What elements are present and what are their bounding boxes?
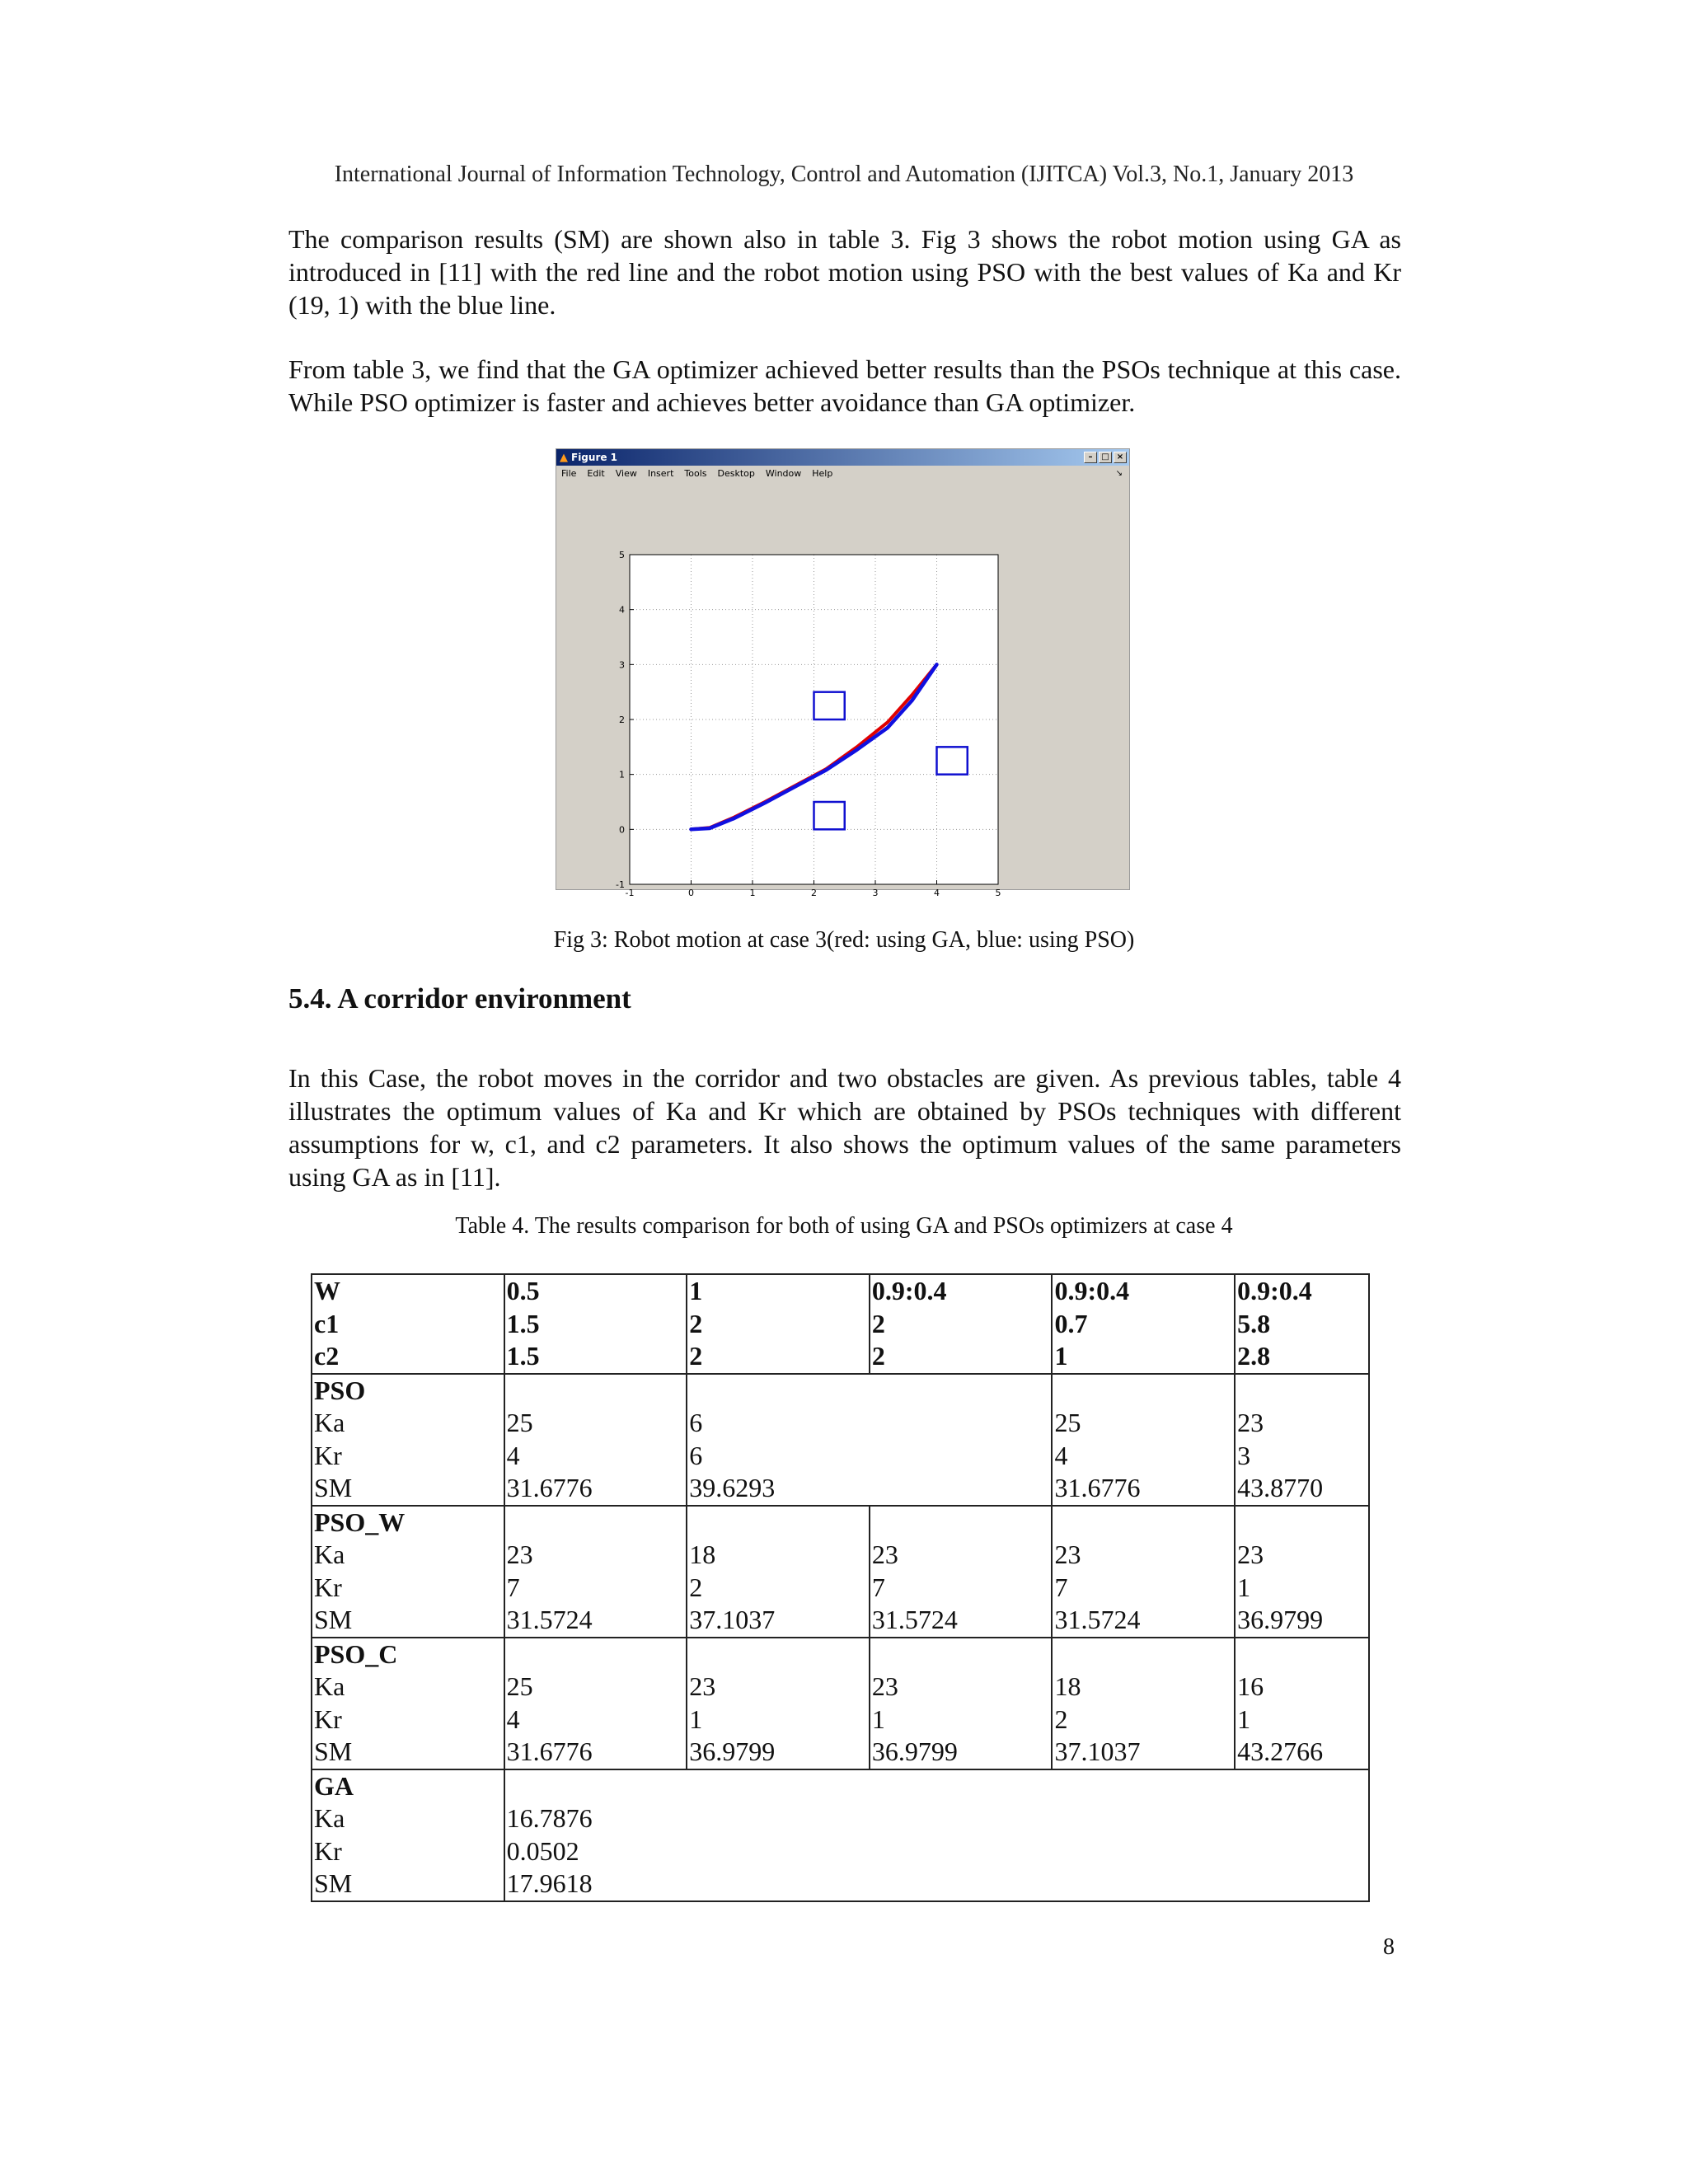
- param-column-3: 0.9:0.4 2 2: [870, 1274, 1053, 1374]
- menu-window[interactable]: Window: [765, 467, 802, 479]
- y-tick-label: 4: [619, 604, 625, 616]
- results-table: [311, 1273, 1370, 1902]
- pso-c-col-2: 23 1 36.9799: [687, 1638, 870, 1769]
- table-row-pso: [312, 1374, 1369, 1506]
- pso-col-1: 25 4 31.6776: [504, 1374, 687, 1506]
- y-tick-label: 1: [619, 769, 625, 780]
- x-tick-label: 1: [749, 888, 756, 898]
- param-column-5: 0.9:0.4 5.8 2.8: [1235, 1274, 1369, 1374]
- ga-labels-cell: GA Ka Kr SM: [312, 1769, 504, 1901]
- param-column-1: 0.5 1.5 1.5: [504, 1274, 687, 1374]
- x-tick-label: 4: [934, 888, 940, 898]
- param-column-4: 0.9:0.4 0.7 1: [1052, 1274, 1235, 1374]
- close-button[interactable]: ×: [1114, 452, 1127, 463]
- paragraph-table3: From table 3, we find that the GA optimizer achieved better results than the PSOs technique at this case. While PSO optimizer is faster and achieves better avoidance than GA optimizer.: [288, 354, 1401, 417]
- table-row-parameters: [312, 1274, 1369, 1374]
- dock-arrow-icon[interactable]: ↘: [1115, 468, 1123, 478]
- paragraph-comparison: The comparison results (SM) are shown also in table 3. Fig 3 shows the robot motion using GA as introduced in [11] with the red line and the robot motion using PSO with the best values of Ka and Kr (19, 1) with the blue line.: [288, 224, 1401, 320]
- y-tick-label: 5: [619, 550, 625, 560]
- table-caption: Table 4. The results comparison for both of using GA and PSOs optimizers at case 4: [455, 1213, 1233, 1239]
- x-tick-label: 0: [688, 888, 694, 898]
- x-tick-label: 3: [872, 888, 879, 898]
- minimize-button[interactable]: –: [1084, 452, 1097, 463]
- menu-desktop[interactable]: Desktop: [717, 467, 755, 479]
- pso-c-col-1: 25 4 31.6776: [504, 1638, 687, 1769]
- figure-title: Figure 1: [571, 452, 618, 463]
- journal-header: International Journal of Information Technology, Control and Automation (IJITCA) Vol.3, No.1, January 2013: [334, 162, 1354, 187]
- table-row-pso-w: [312, 1506, 1369, 1638]
- menu-file[interactable]: File: [561, 467, 577, 479]
- page-number: 8: [1383, 1934, 1395, 1960]
- pso-w-labels-cell: PSO_W Ka Kr SM: [312, 1506, 504, 1638]
- pso-col-4: 25 4 31.6776: [1052, 1374, 1235, 1506]
- ga-values-cell: 16.7876 0.0502 17.9618: [504, 1769, 1369, 1901]
- figure-caption: Fig 3: Robot motion at case 3(red: using GA, blue: using PSO): [553, 927, 1135, 953]
- pso-col-2-3: 6 6 39.6293: [687, 1374, 1052, 1506]
- pso-c-col-5: 16 1 43.2766: [1235, 1638, 1369, 1769]
- menu-help[interactable]: Help: [812, 467, 833, 479]
- pso-col-5: 23 3 43.8770: [1235, 1374, 1369, 1506]
- menu-view[interactable]: View: [615, 467, 637, 479]
- matlab-logo-icon: ▲: [560, 451, 568, 464]
- pso-w-col-3: 23 7 31.5724: [870, 1506, 1053, 1638]
- param-labels-cell: W c1 c2: [312, 1274, 504, 1374]
- pso-labels-cell: PSO Ka Kr SM: [312, 1374, 504, 1506]
- figure-window: [556, 448, 1130, 898]
- robot-motion-plot: [556, 480, 1131, 898]
- x-tick-label: 2: [811, 888, 817, 898]
- menu-edit[interactable]: Edit: [587, 467, 605, 479]
- pso-w-col-5: 23 1 36.9799: [1235, 1506, 1369, 1638]
- pso-c-col-3: 23 1 36.9799: [870, 1638, 1053, 1769]
- y-tick-label: -1: [616, 879, 625, 890]
- pso-c-col-4: 18 2 37.1037: [1052, 1638, 1235, 1769]
- y-tick-label: 0: [619, 824, 625, 836]
- y-tick-label: 3: [619, 659, 625, 671]
- menu-tools[interactable]: Tools: [684, 467, 707, 479]
- paragraph-corridor: In this Case, the robot moves in the corridor and two obstacles are given. As previous tables, table 4 illustrates the optimum values of Ka and Kr which are obtained by PSOs techniques with different assumptions for w, c1, and c2 parameters. It also shows the optimum values of the same parameters using GA as in [11].: [288, 1063, 1401, 1192]
- param-column-2: 1 2 2: [687, 1274, 870, 1374]
- y-tick-label: 2: [619, 715, 625, 725]
- table-row-pso-c: [312, 1638, 1369, 1769]
- pso-w-col-4: 23 7 31.5724: [1052, 1506, 1235, 1638]
- x-tick-label: 5: [995, 888, 1001, 898]
- figure-titlebar: [556, 449, 1129, 466]
- pso-w-col-1: 23 7 31.5724: [504, 1506, 687, 1638]
- pso-w-col-2: 18 2 37.1037: [687, 1506, 870, 1638]
- pso-c-labels-cell: PSO_C Ka Kr SM: [312, 1638, 504, 1769]
- figure-menubar: [556, 466, 1129, 480]
- section-heading: 5.4. A corridor environment: [288, 982, 631, 1015]
- table-row-ga: [312, 1769, 1369, 1901]
- maximize-button[interactable]: □: [1099, 452, 1112, 463]
- menu-insert[interactable]: Insert: [647, 467, 674, 479]
- x-tick-label: -1: [625, 888, 635, 898]
